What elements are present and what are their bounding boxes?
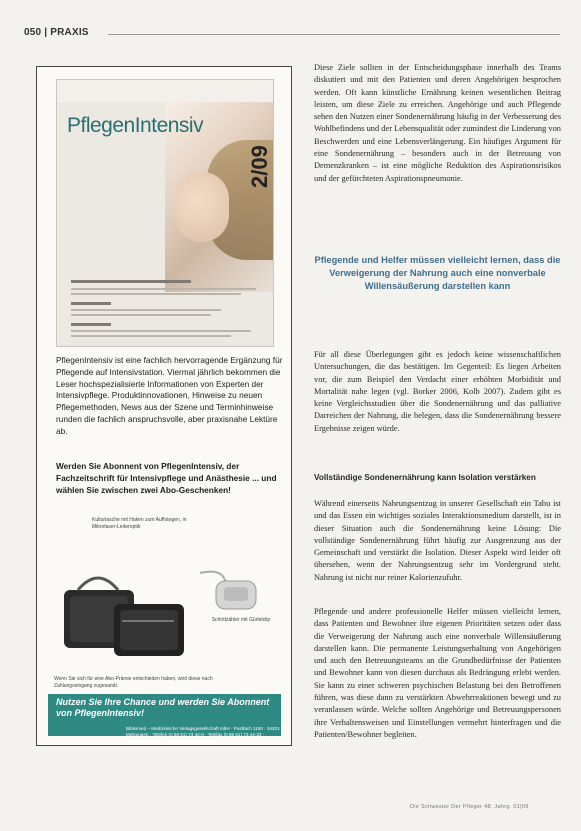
cover-photo-face (175, 172, 229, 242)
toc-heading (71, 323, 111, 326)
toc-line (71, 335, 231, 337)
toc-line (71, 293, 241, 295)
header-rule (108, 34, 560, 35)
ad-call-to-action: Werden Sie Abonnent von PflegenIntensiv, der Fachzeitschrift für Intensivpflege und Anästhesie ... und wählen Sie zwischen zwei Abo-Geschenken! (56, 461, 277, 495)
toc-line (71, 330, 251, 332)
toiletry-bag-image (58, 560, 188, 658)
page-footer: Die Schwester Der Pfleger 48. Jahrg. 01|09 (410, 804, 529, 810)
article-paragraph: Für all diese Überlegungen gibt es jedoch keine wissenschaftlichen Untersuchungen, die das bestätigen. Im Gegenteil: Es liegen Arbeiten vor, die zum Beispiel den Verdacht einer erhöhten Morbidität und Mortalität nahe legen (vgl. Borker 2006, Kolb 2007). Zudem gibt es keine Vergleichsstudien über die Sondenernährung und das palliative Darreichen der Nahrung, die belegen, dass die Sondenernährung bessere Ergebnisse zeigen würde. (314, 350, 561, 433)
article-paragraph: Pflegende und andere professionelle Helfer müssen vielleicht lernen, dass Patienten und Bewohner ihre eigenen Prioritäten setzen oder dass die Verweigerung der Nahrung auch eine nonverbale Willensäußerung darstellen kann. Die permanente Leistungserhaltung von Angehörigen und auch den Betreuungsteams an die Grundbedürfnisse der Patienten und Bewohner kann von diesen durchaus als Bedrängung erlebt werden. Sie kann zu einer schweren psychischen Belastung bei den Betroffenen führen, was diese dann zu verstärkten Abwehrreaktionen bewegt und zu veranlassen würde. Welche sollten Angehörige und Betreuungspersonen ihre Verhaltensweisen und Einstellungen vermehrt hinterfragen und die Patienten/Bewohner begleiten. (314, 607, 561, 739)
article-subheading: Vollständige Sondenernährung kann Isolation verstärken (314, 473, 536, 482)
cover-top-strip (57, 80, 273, 102)
page-header: 050 | PRAXIS (24, 27, 89, 38)
article-paragraph: Diese Ziele sollten in der Entscheidungsphase innerhalb des Teams diskutiert und mit den Patienten und deren Angehörigen besprochen werden. Oft kann künstliche Ernährung keinen wesentlichen Beitrag leisten, um diese Ziele zu erreichen. Angehörige und auch Pflegende sehen den Nutzen einer Sondenernährung häufig in der Verbesserung des Wohlbefindens und der Lebensqualität oder zumindest die Linderung von Beschwerden und eine Lebensverlängerung. Ein häufiges Argument für eine Sondenernährung – besonders auch in der Betreuung von Demenzkranken – ist eine mögliche Reduktion des Aspirationsrisikos und der gefürchteten Aspirationspneumonie. (314, 63, 561, 183)
pull-quote: Pflegende und Helfer müssen vielleicht lernen, dass die Verweigerung der Nahrung auch eine nonverbale Willensäußerung darstellen kann (314, 255, 561, 291)
ad-description: PflegenIntensiv ist eine fachlich hervorragende Ergänzung für Pflegende auf Intensivstation. Viermal jährlich bekommen die Leser hochspezialisierte Informationen von Experten der Intensivpflege. Produktinnovationen, Hinweise zu neuen Pflegemethoden, News aus der Szene und Terminhinweise runden die fachlich anspruchsvolle, aber praxisnahe Lektüre ab. (56, 355, 283, 436)
toc-line (71, 309, 221, 311)
ad-banner-text: Nutzen Sie Ihre Chance und werden Sie Abonnent von PflegenIntensiv! (56, 697, 270, 718)
gift-caption-pedometer: Schrittzähler mit Gürtelclip (211, 617, 271, 623)
magazine-cover (56, 79, 274, 347)
cover-contents (71, 280, 261, 340)
toc-heading (71, 302, 111, 305)
toc-heading (71, 280, 191, 283)
cover-title: PflegenIntensiv (67, 114, 204, 137)
article-paragraph: Während einerseits Nahrungsentzug in unserer Gesellschaft ein Tabu ist und das Essen ein wichtiges soziales Interaktionsmedium darstellt, ist in dieser Situation auch die Sondenernährung keine Lösung: Die vollständige Sondenernährung führt häufig zur Ausgrenzung aus der Gemeinschaft und verstärkt die Isolation. Dieser Aspekt wird leider oft übersehen, wenn der Nahrungsentzug sehr im Vordergrund steht. Nahrung ist nicht nur reiner Kalorienzufuhr. (314, 499, 561, 582)
toc-line (71, 314, 211, 316)
pedometer-image (196, 567, 262, 615)
cover-issue: 2/09 (247, 145, 272, 188)
publisher-contact: Bibliomed – Medizinische Verlagsgesellschaft mbH · Postfach 1150 · 34201 Melsungen · Telefon (0 56 61) 73 44-0 · Telefax (0 56 61) 73 44-33 · www.bibliomed.de · info@pflegenintensiv.de (126, 726, 280, 744)
gift-note: Wenn Sie sich für eine Abo-Prämie entschieden haben, wird diese nach Zahlungseingang zugesandt. (54, 676, 213, 689)
gift-caption-bag: Kulturtasche mit Haken zum Aufhängen, in Mikrofaser-Lederoptik (92, 517, 187, 530)
toc-line (71, 288, 256, 290)
